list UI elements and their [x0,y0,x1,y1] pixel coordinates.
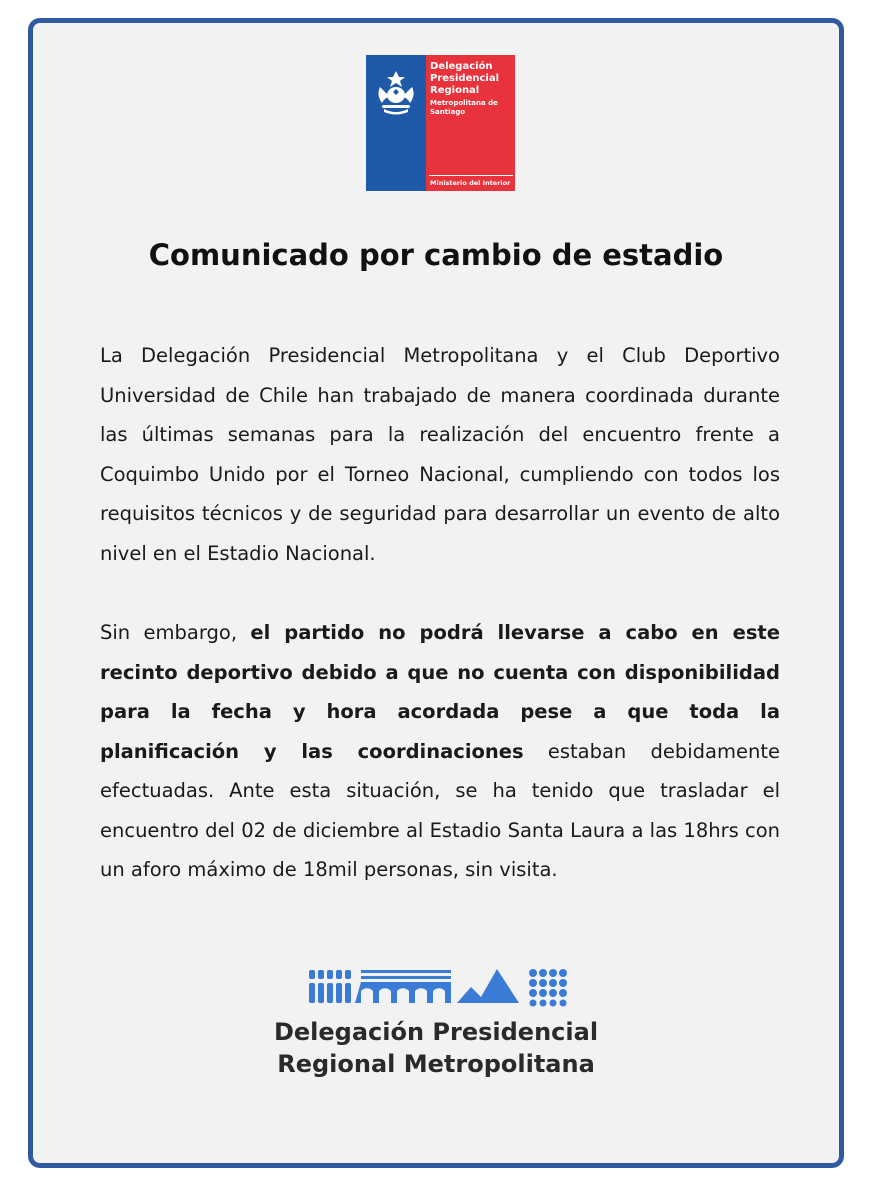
dots-grid-icon [529,969,567,1007]
people-figures-icon [309,970,351,1003]
paragraph-2-intro: Sin embargo, [100,621,251,644]
logo-ministry-name: Ministerio del Interior [430,179,511,187]
ministry-logo [366,55,515,191]
footer-institution-name [33,1016,839,1080]
logo-divider [429,175,513,176]
paragraph-2-bold: el partido no podrá llevarse a cabo en este recinto deportivo debido a que no cuenta con disponibilidad para la fecha y hora acordada pese a que toda la planificación y las coordinaciones [100,621,780,763]
logo-institution-name: Delegación Presidencial Regional [430,61,500,96]
page-title: Comunicado por cambio de estadio [148,238,724,272]
paragraph-2 [100,613,780,890]
logo-blue-panel [366,55,426,191]
logo-region-name: Metropolitana de Santiago [430,99,498,116]
document-frame [28,18,844,1168]
mountains-icon [457,969,519,1003]
bridge-arches-icon [355,970,451,1003]
footer-line-2: Regional Metropolitana [277,1050,595,1078]
coat-of-arms-icon [366,65,426,125]
delegation-emblem-icon [309,968,579,1008]
paragraph-2-rest: estaban debidamente efectuadas. Ante esta situación, se ha tenido que trasladar el encuentro del 02 de diciembre al Estadio Santa Laura a las 18hrs con un aforo máximo de 18mil personas, sin visita. [100,739,780,881]
logo-red-panel [426,55,515,191]
footer-line-1: Delegación Presidencial [273,1018,599,1046]
paragraph-1: La Delegación Presidencial Metropolitana y el Club Deportivo Universidad de Chile han trabajado de manera coordinada durante las últimas semanas para la realización del encuentro frente a Coquimbo Unido por el Torneo Nacional, cumpliendo con todos los requisitos técnicos y de seguridad para desarrollar un evento de alto nivel en el Estadio Nacional. [100,344,780,565]
